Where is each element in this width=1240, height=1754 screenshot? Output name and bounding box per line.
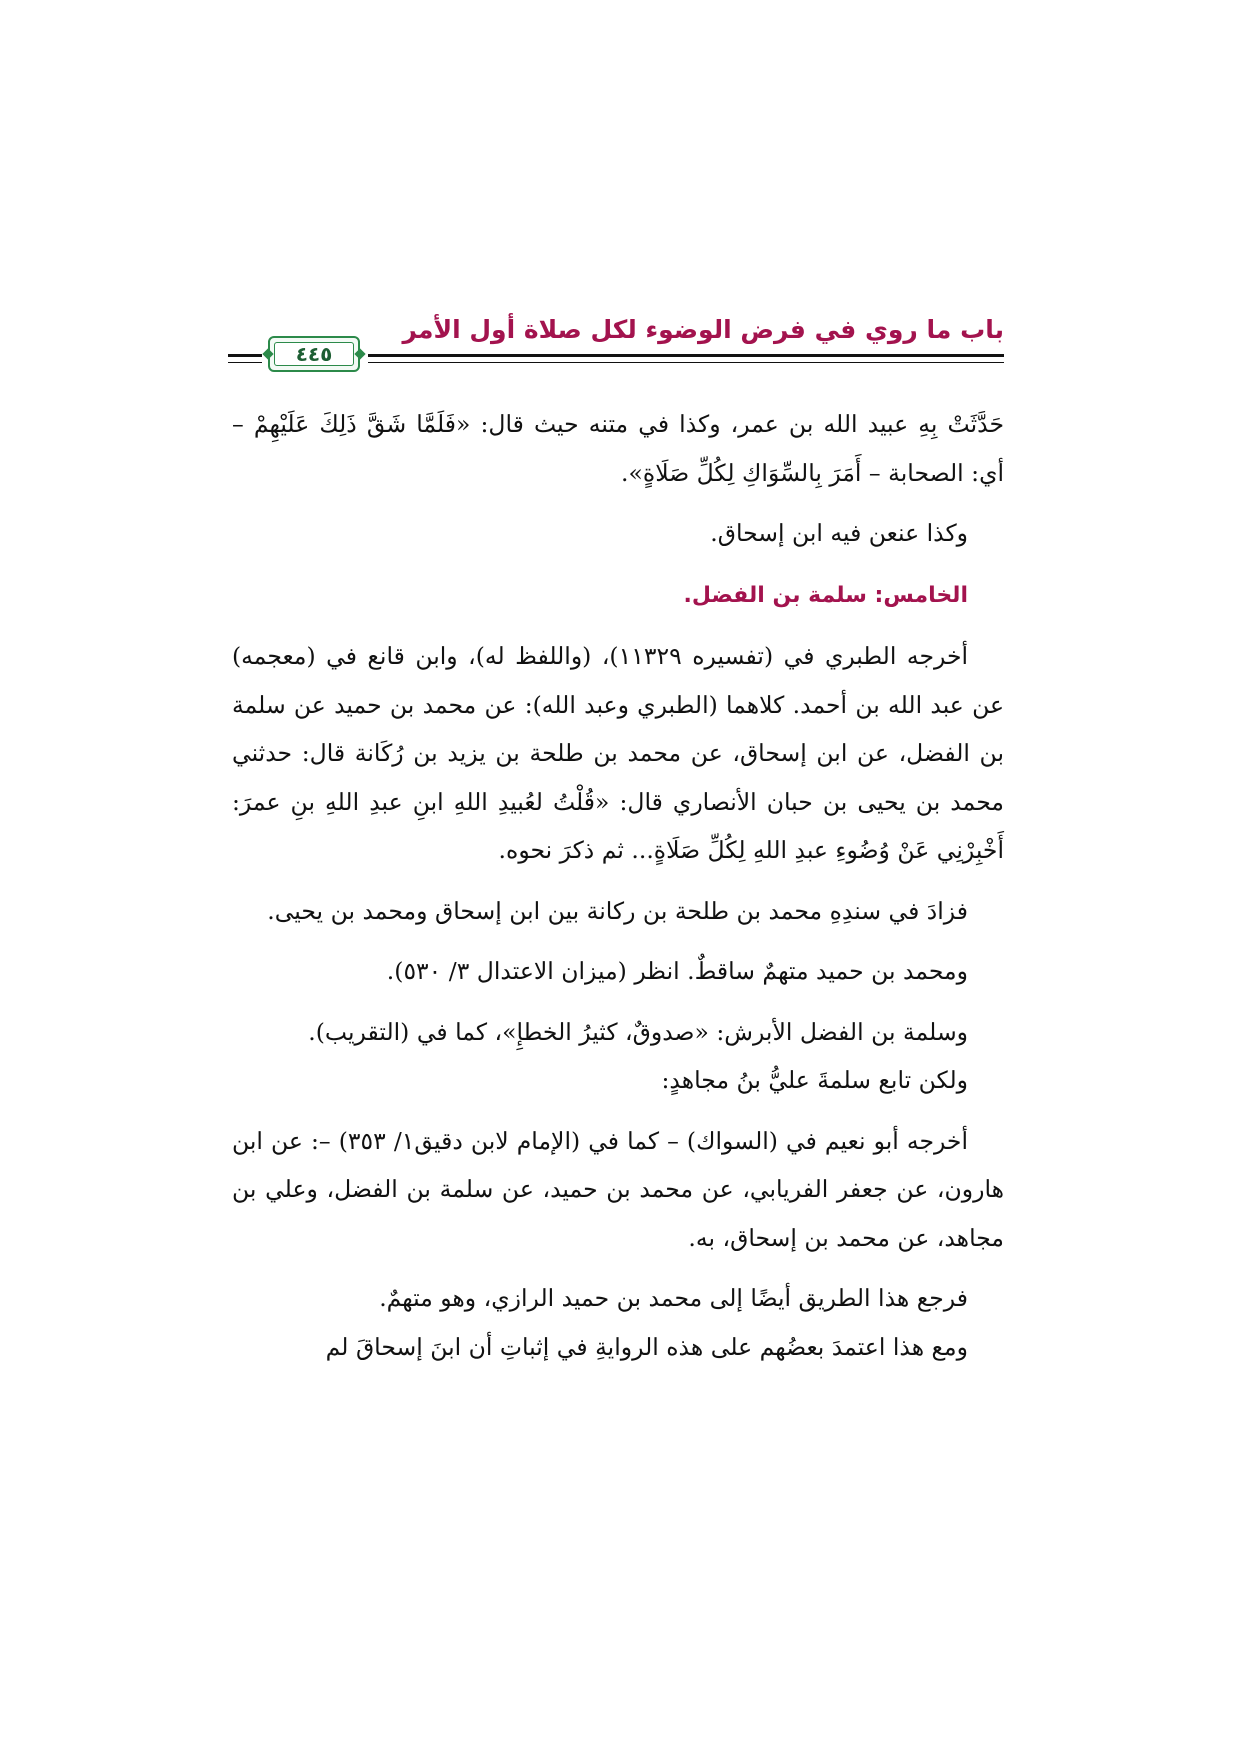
paragraph-1: حَدَّثَتْ بِهِ عبيد الله بن عمر، وكذا في متنه حيث قال: «فَلَمَّا شَقَّ ذَلِكَ عَلَيْهِمْ – أي: الصحابة – أَمَرَ بِالسِّوَاكِ لِكُلِّ صَلَاةٍ». bbox=[232, 410, 1004, 487]
section-heading-text: الخامس: سلمة بن الفضل. bbox=[683, 582, 968, 608]
paragraph-8: أخرجه أبو نعيم في (السواك) – كما في (الإمام لابن دقيق١/ ٣٥٣) –: عن ابن هارون، عن جعفر الفريابي، عن محمد بن حميد، عن سلمة بن الفضل، وعلي بن مجاهد، عن محمد بن إسحاق، به. bbox=[232, 1126, 1004, 1252]
page-number-frame bbox=[274, 342, 354, 366]
paragraph-2: وكذا عنعن فيه ابن إسحاق. bbox=[710, 519, 968, 547]
text-body bbox=[232, 400, 1004, 1383]
header-rule-right bbox=[368, 354, 1004, 363]
section-heading bbox=[232, 570, 1004, 621]
running-header-title: باب ما روي في فرض الوضوء لكل صلاة أول الأمر bbox=[402, 315, 1004, 344]
badge-ornament-icon bbox=[354, 348, 365, 359]
header-rule-left bbox=[228, 354, 262, 363]
paragraph-5: ومحمد بن حميد متهمٌ ساقطٌ. انظر (ميزان الاعتدال ٣/ ٥٣٠). bbox=[386, 957, 968, 985]
paragraph-10: ومع هذا اعتمدَ بعضُهم على هذه الروايةِ في إثباتِ أن ابنَ إسحاقَ لم bbox=[325, 1332, 968, 1361]
page-number-badge bbox=[268, 336, 360, 372]
paragraph-3: أخرجه الطبري في (تفسيره ١١٣٢٩)، (واللفظ له)، وابن قانع في (معجمه) عن عبد الله بن أحمد. كلاهما (الطبري وعبد الله): عن محمد بن حميد عن سلمة بن الفضل، عن ابن إسحاق، عن محمد بن طلحة بن يزيد بن رُكَانة قال: حدثني محمد بن يحيى بن حبان الأنصاري قال: «قُلْتُ لعُبيدِ اللهِ ابنِ عبدِ اللهِ بنِ عمرَ: أَخْبِرْنِي عَنْ وُضُوءِ عبدِ اللهِ لِكُلِّ صَلَاةٍ... ثم ذكرَ نحوه. bbox=[232, 642, 1004, 864]
paragraph-4: فزادَ في سندِهِ محمد بن طلحة بن ركانة بين ابن إسحاق ومحمد بن يحيى. bbox=[267, 896, 968, 925]
badge-ornament-icon bbox=[262, 348, 273, 359]
paragraph-6: وسلمة بن الفضل الأبرش: «صدوقٌ، كثيرُ الخطإِ»، كما في (التقريب). bbox=[308, 1017, 968, 1046]
paragraph-9: فرجع هذا الطريق أيضًا إلى محمد بن حميد الرازي، وهو متهمٌ. bbox=[379, 1284, 968, 1312]
page-header bbox=[228, 312, 1004, 372]
page-number: ٤٤٥ bbox=[295, 342, 333, 366]
paragraph-7: ولكن تابع سلمةَ عليُّ بنُ مجاهدٍ: bbox=[661, 1066, 968, 1094]
